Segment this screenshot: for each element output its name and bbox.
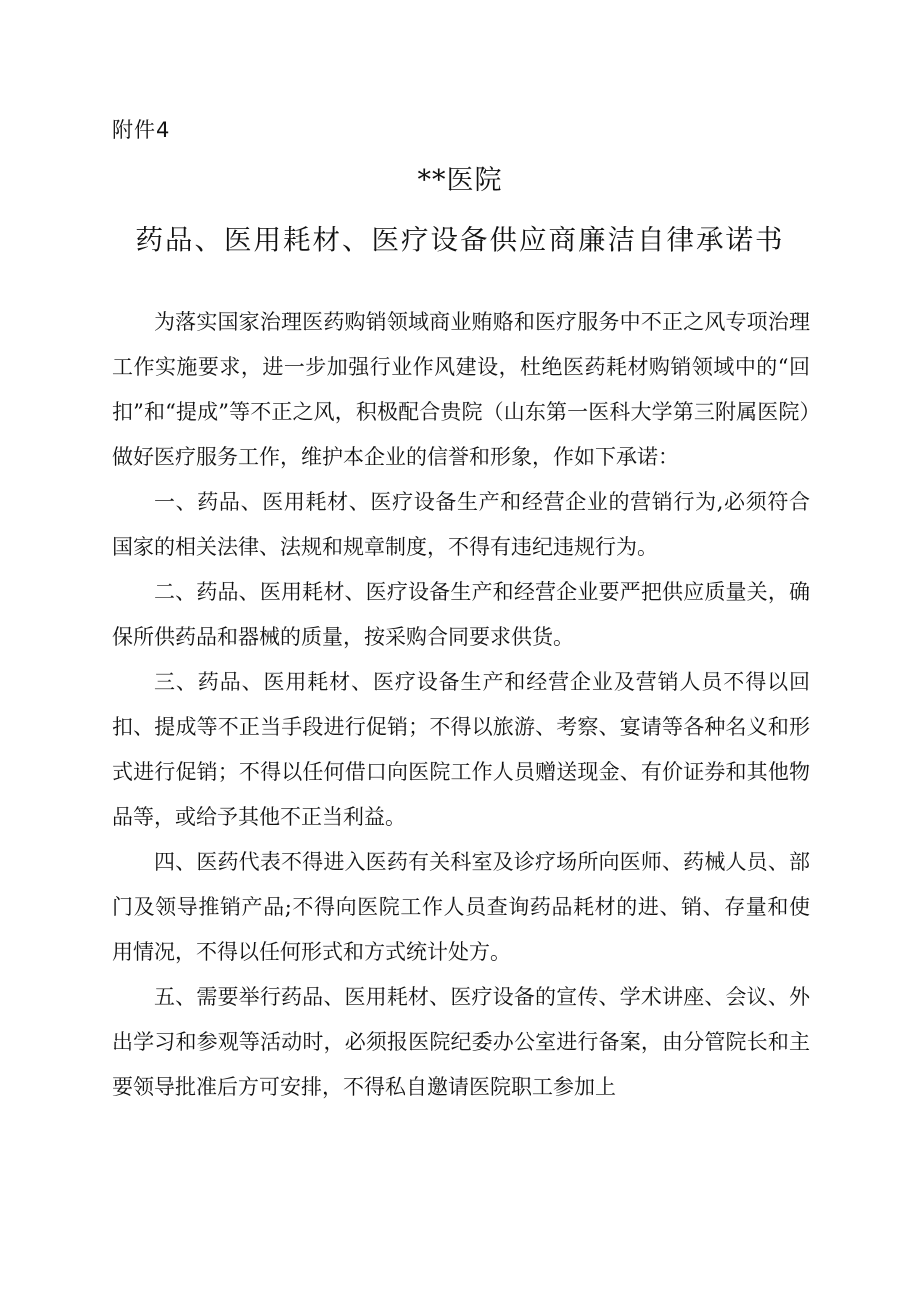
commitment-item-2: 二、药品、医用耗材、医疗设备生产和经营企业要严把供应质量关，确保所供药品和器械的质量，按采购合同要求供货。 <box>112 580 810 649</box>
commitment-item-5: 五、需要举行药品、医用耗材、医疗设备的宣传、学术讲座、会议、外出学习和参观等活动时，必须报医院纪委办公室进行备案，由分管院长和主要领导批准后方可安排，不得私自邀请医院职工参加上 <box>112 985 810 1099</box>
document-title: 药品、医用耗材、医疗设备供应商廉洁自律承诺书 <box>135 224 785 256</box>
document-body <box>112 300 810 1110</box>
commitment-item-1: 一、药品、医用耗材、医疗设备生产和经营企业的营销行为,必须符合国家的相关法律、法规和规章制度，不得有违纪违规行为。 <box>112 490 810 559</box>
intro-paragraph: 为落实国家治理医药购销领域商业贿赂和医疗服务中不正之风专项治理工作实施要求，进一步加强行业作风建设，杜绝医药耗材购销领域中的“回扣”和“提成”等不正之风，积极配合贵院（山东第一医科大学第三附属医院）做好医疗服务工作，维护本企业的信誉和形象，作如下承诺： <box>112 310 810 469</box>
attachment-label: 附件4 <box>112 118 171 142</box>
commitment-item-4: 四、医药代表不得进入医药有关科室及诊疗场所向医师、药械人员、部门及领导推销产品;不得向医院工作人员查询药品耗材的进、销、存量和使用情况，不得以任何形式和方式统计处方。 <box>112 850 810 964</box>
commitment-item-3: 三、药品、医用耗材、医疗设备生产和经营企业及营销人员不得以回扣、提成等不正当手段进行促销；不得以旅游、考察、宴请等各种名义和形式进行促销；不得以任何借口向医院工作人员赠送现金、有价证券和其他物品等，或给予其他不正当利益。 <box>112 670 810 829</box>
hospital-name: **医院 <box>417 165 503 196</box>
